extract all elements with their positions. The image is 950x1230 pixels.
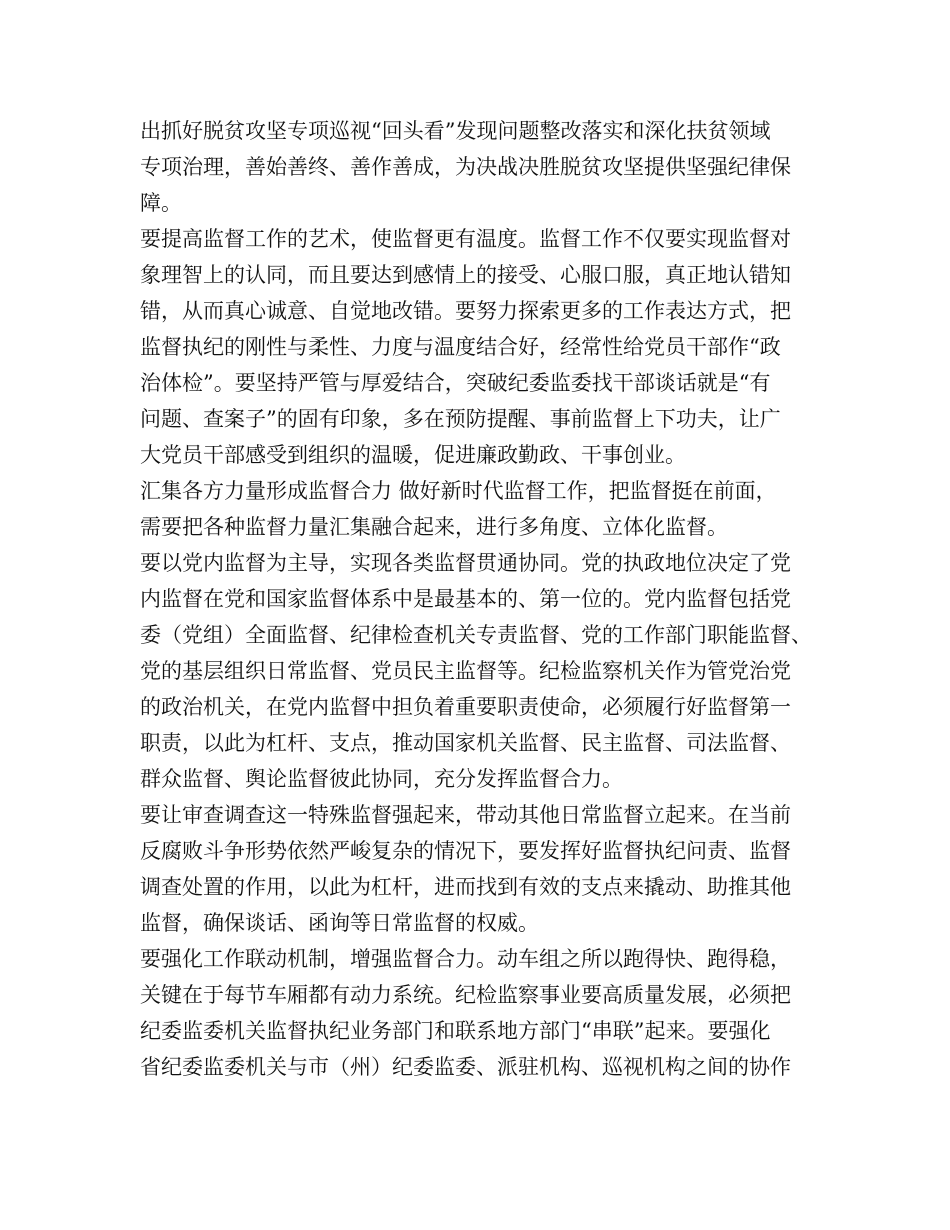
text-line: 要以党内监督为主导，实现各类监督贯通协同。党的执政地位决定了党 <box>140 551 791 575</box>
text-line: 大党员干部感受到组织的温暖，促进廉政勤政、干事创业。 <box>140 443 686 467</box>
text-line: 障。 <box>140 191 182 215</box>
text-line: 调查处置的作用，以此为杠杆，进而找到有效的支点来撬动、助推其他 <box>140 875 791 899</box>
text-line: 党的基层组织日常监督、党员民主监督等。纪检监察机关作为管党治党 <box>140 659 791 683</box>
text-line: 的政治机关，在党内监督中担负着重要职责使命，必须履行好监督第一 <box>140 695 791 719</box>
text-line: 委（党组）全面监督、纪律检查机关专责监督、党的工作部门职能监督、 <box>140 623 812 647</box>
text-line: 职责，以此为杠杆、支点，推动国家机关监督、民主监督、司法监督、 <box>140 731 791 755</box>
document-body <box>140 113 830 1085</box>
text-line: 出抓好脱贫攻坚专项巡视“回头看”发现问题整改落实和深化扶贫领域 <box>140 119 771 143</box>
text-line: 汇集各方力量形成监督合力 做好新时代监督工作，把监督挺在前面， <box>140 479 777 503</box>
text-line: 关键在于每节车厢都有动力系统。纪检监察事业要高质量发展，必须把 <box>140 983 791 1007</box>
text-line: 纪委监委机关监督执纪业务部门和联系地方部门“串联”起来。要强化 <box>140 1019 771 1043</box>
text-line: 专项治理，善始善终、善作善成，为决战决胜脱贫攻坚提供坚强纪律保 <box>140 155 791 179</box>
text-line: 反腐败斗争形势依然严峻复杂的情况下，要发挥好监督执纪问责、监督 <box>140 839 791 863</box>
text-line: 要让审查调查这一特殊监督强起来，带动其他日常监督立起来。在当前 <box>140 803 791 827</box>
text-line: 需要把各种监督力量汇集融合起来，进行多角度、立体化监督。 <box>140 515 728 539</box>
text-line: 监督执纪的刚性与柔性、力度与温度结合好，经常性给党员干部作“政 <box>140 335 781 359</box>
text-line: 内监督在党和国家监督体系中是最基本的、第一位的。党内监督包括党 <box>140 587 791 611</box>
text-line: 要提高监督工作的艺术，使监督更有温度。监督工作不仅要实现监督对 <box>140 227 791 251</box>
text-line: 治体检”。要坚持严管与厚爱结合，突破纪委监委找干部谈话就是“有 <box>140 371 771 395</box>
text-line: 省纪委监委机关与市（州）纪委监委、派驻机构、巡视机构之间的协作 <box>140 1055 791 1079</box>
text-line: 问题、查案子”的固有印象，多在预防提醒、事前监督上下功夫，让广 <box>140 407 781 431</box>
text-line: 监督，确保谈话、函询等日常监督的权威。 <box>140 911 539 935</box>
text-line: 错，从而真心诚意、自觉地改错。要努力探索更多的工作表达方式，把 <box>140 299 791 323</box>
text-line: 象理智上的认同，而且要达到感情上的接受、心服口服，真正地认错知 <box>140 263 791 287</box>
text-line: 要强化工作联动机制，增强监督合力。动车组之所以跑得快、跑得稳， <box>140 947 791 971</box>
text-line: 群众监督、舆论监督彼此协同，充分发挥监督合力。 <box>140 767 623 791</box>
